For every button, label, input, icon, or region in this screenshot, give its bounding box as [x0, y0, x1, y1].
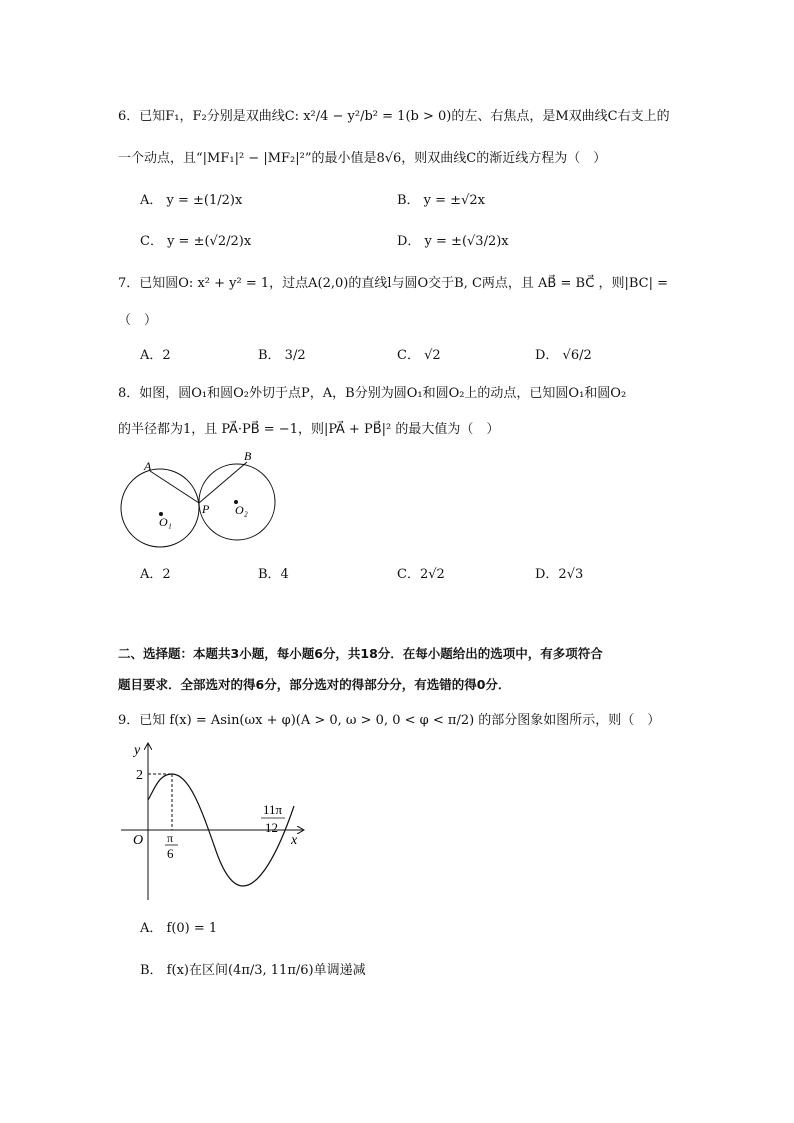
- segment-pb: [199, 462, 247, 503]
- q8-option-d: D．2√3: [535, 567, 584, 582]
- q7-option-b: B． 3/2: [258, 348, 306, 363]
- q7-option-c: C． √2: [397, 348, 441, 363]
- q7-stem-line1: 7．已知圆O: x² + y² = 1，过点A(2,0)的直线l与圆O交于B, C两点，且 AB⃗ = BC⃗ ，则|BC| =: [118, 276, 669, 291]
- label-o1: O₁: [159, 515, 172, 529]
- q6-option-a: A． y = ±(1/2)x: [140, 193, 243, 208]
- section2-heading-line1: 二、选择题：本题共3小题，每小题6分，共18分．在每小题给出的选项中，有多项符合: [118, 646, 603, 661]
- q8-stem-line2: 的半径都为1，且 PA⃗·PB⃗ = −1，则|PA⃗ + PB⃗|² 的最大值为（ ）: [118, 422, 500, 437]
- q9-option-a: A． f(0) = 1: [140, 921, 218, 936]
- label-o2: O₂: [235, 503, 248, 517]
- q8-option-c: C．2√2: [397, 567, 445, 582]
- q8-circles-figure: [115, 448, 285, 558]
- q9-option-b: B． f(x)在区间(4π/3, 11π/6)单调递减: [140, 963, 366, 978]
- q6-stem-line1: 6．已知F₁，F₂分别是双曲线C: x²/4 − y²/b² = 1(b > 0)的左、右焦点，是M双曲线C右支上的: [118, 109, 670, 124]
- q9-stem-line1: 9．已知 f(x) = Asin(ωx + φ)(A > 0, ω > 0, 0 < φ < π/2) 的部分图象如图所示，则（ ）: [118, 713, 661, 728]
- label-11pi12-den: 12: [265, 820, 278, 835]
- label-o: O: [133, 833, 144, 848]
- q6-option-d: D． y = ±(√3/2)x: [397, 234, 509, 249]
- q7-option-a: A．2: [140, 348, 171, 363]
- section2-heading-line2: 题目要求．全部选对的得6分，部分选对的得部分分，有选错的得0分．: [118, 677, 511, 692]
- label-pi6-den: 6: [167, 846, 174, 861]
- q6-option-b: B． y = ±√2x: [397, 193, 485, 208]
- label-y: y: [134, 743, 141, 758]
- q6-stem-line2: 一个动点，且“|MF₁|² − |MF₂|²”的最小值是8√6，则双曲线C的渐近线方程为（ ）: [118, 151, 607, 166]
- segment-pa: [150, 471, 199, 503]
- q8-stem-line1: 8．如图，圆O₁和圆O₂外切于点P，A，B分别为圆O₁和圆O₂上的动点，已知圆O₁和圆O₂: [118, 386, 627, 401]
- q9-sine-graph: [115, 738, 315, 908]
- label-x: x: [291, 833, 298, 848]
- label-p: P: [202, 502, 210, 516]
- label-a: A: [144, 459, 152, 473]
- label-2: 2: [136, 768, 143, 783]
- q7-stem-line2: （ ）: [118, 313, 158, 328]
- circle-o1: [121, 469, 199, 547]
- q8-option-b: B．4: [258, 567, 289, 582]
- label-pi6-num: π: [167, 831, 174, 845]
- q8-option-a: A．2: [140, 567, 171, 582]
- label-b: B: [244, 449, 252, 463]
- q6-option-c: C． y = ±(√2/2)x: [140, 234, 252, 249]
- label-11pi12-num: 11π: [263, 802, 283, 817]
- q7-option-d: D． √6/2: [535, 348, 592, 363]
